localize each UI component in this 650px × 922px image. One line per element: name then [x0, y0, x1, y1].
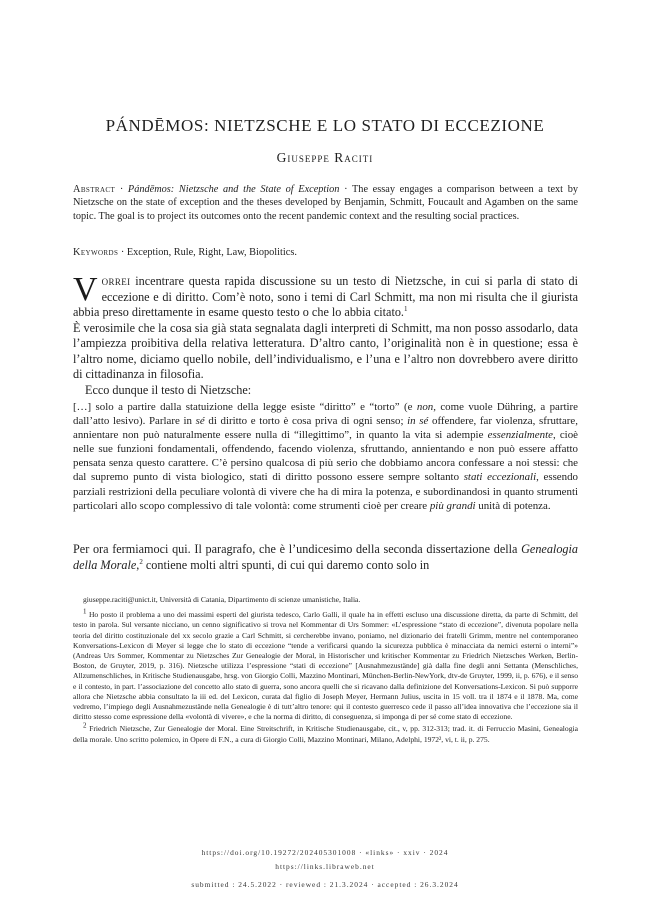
keywords-separator: ·	[118, 247, 127, 258]
footnotes	[73, 595, 578, 747]
author-affiliation: giuseppe.raciti@unict.it, Università di Catania, Dipartimento di scienze umanistiche, Italia.	[83, 595, 361, 604]
book-title: Genealogia della Morale	[73, 542, 578, 572]
quote-text: offendere, far violenza, sfruttare, annientare non può naturalmente essere nulla di “illegittimo”, in quanto la vita si adempie	[73, 415, 578, 442]
quote-text: , cioè nelle sue funzioni fondamentali, offendendo, facendo violenza, sfruttando, annientando e non può essere affatto pensata senza questo carattere. C’è persino qualcosa di più serio che dobbiamo ancora confessare a noi stessi: che dal supremo punto di vista biologico, stati di diritto possono essere sempre soltanto	[73, 429, 578, 484]
quote-text: […] solo a partire dalla statuizione della legge esiste “diritto” e “torto” (e	[73, 401, 417, 413]
quote-emphasis: sé	[195, 415, 205, 428]
keywords-label: Keywords	[73, 247, 119, 258]
quote-emphasis: essenzialmente	[487, 429, 553, 442]
article-title: PÁNDĒMOS: NIETZSCHE E LO STATO DI ECCEZIONE	[105, 116, 545, 135]
footnote-2	[73, 721, 578, 744]
abstract-text: The essay engages a comparison between a text by Nietzsche on the state of exception and the theses developed by Benjamin, Schmitt, Foucault and Agamben on the same topic. The goal is to project its outcomes onto the recent pandemic context and the resulting social practices.	[73, 184, 578, 222]
quote-emphasis: stati eccezionali	[463, 471, 537, 484]
paragraph-text: contiene molti altri spunti, di cui qui daremo conto solo in	[142, 557, 430, 572]
nietzsche-quote	[73, 400, 578, 513]
drop-cap: V	[73, 271, 98, 308]
footnote-number: 2	[83, 721, 87, 730]
paragraph: È verosimile che la cosa sia già stata segnalata dagli interpreti di Schmitt, ma non posso assodarlo, data l’ampiezza proibitiva della relativa letteratura. D’altro canto, l’originalità non è in questione; essa è l’altro nome, diciamo quello nobile, dell’individualismo, e l’una e l’altro non dovrebbero avere diritto di cittadinanza in filosofia.	[73, 320, 578, 381]
quote-emphasis: in sé	[407, 415, 429, 428]
journal-url[interactable]: https://links.libraweb.net	[275, 862, 375, 871]
abstract-label: Abstract	[73, 184, 116, 195]
submission-dates: submitted : 24.5.2022 · reviewed : 21.3.2024 · accepted : 26.3.2024	[191, 880, 459, 889]
quote-text: unità di potenza.	[475, 499, 551, 512]
body-intro	[73, 271, 578, 398]
keywords-text: Exception, Rule, Right, Law, Biopolitics.	[126, 247, 297, 258]
footnote-text: Ho posto il problema a uno dei massimi esperti del giurista tedesco, Carlo Galli, il quale ha in effetti escluso una discussione diretta, da parte di Schmitt, del testo in parola. Sul versante nicciano, un cenno significativo si trova nel Kommentar di Urs Sommer: «L’espressione “stato di eccezione”, divenuta popolare nella teoria del diritto costituzionale del xx secolo grazie a Carl Schmitt, si cercherebbe invano, poniamo, nel dizionario dei fratelli Grimm, mentre nel contemporaneo Konversations-Lexicon di Meyer si legge che lo stato di eccezione “tende a verificarsi quando la sicurezza pubblica è minacciata da nemici esterni o interni”» (Andreas Urs Sommer, Kommentar zu Nietzsches Zur Genealogie der Moral, in Historischer und kritischer Kommentar zu Friedrich Nietzsches Werken, Berlin-Boston, de Gruyter, 2019, p. 316). Nietzsche utilizza l’espressione “stati di eccezione” [Ausnahmezustände] già dalla fine degli anni Settanta (Menschliches, Allzumenschliches, in Kritische Studienausgabe, hrsg. von Giorgio Colli, Mazzino Montinari, München-Berlin-NewYork, dtv-de Gruyter, 1999, ii, p. 676), e il senso e il contesto, in part. l’associazione del concetto allo stato di guerra, sono ancora quelli che si ricavano dalla definizione del Konversations-Lexicon. Si può supporre allora che Nietzsche abbia consultato la iii ed. del Lexicon, curata dal figlio di Joseph Meyer, Hermann Julius, uscita in 15 voll. tra il 1874 e il 1878. Ma, come vedremo, l’impiego degli Ausnahmezustände nella Genealogie è di tutt’altro tenore: qui il contesto guerresco cede il passo all’idea innovativa che l’eccezione sia il diritto stesso come espressione della «volontà di vivere», e che la norma di diritto, di conseguenza, si imponga di per sé come stato di eccezione.	[73, 610, 578, 722]
abstract-separator: ·	[115, 184, 128, 195]
body-continuation	[73, 542, 578, 573]
paragraph	[73, 271, 578, 321]
quote-emphasis: non	[416, 401, 434, 413]
quote-text: di diritto e torto è cosa priva di ogni senso;	[204, 415, 408, 428]
opening-smallcaps: orrei	[101, 274, 131, 288]
footnote-ref[interactable]: 2	[139, 557, 143, 566]
paragraph-text: incentrare questa rapida discussione su un testo di Nietzsche, in cui si parla di stato di eccezione e di diritto. Com’è noto, sono i temi di Carl Schmitt, ma non mi risulta che il giurista abbia preso direttamente in esame questo testo o che lo abbia citato.	[73, 274, 578, 319]
quote-emphasis: più grandi	[429, 499, 476, 512]
paragraph-text: Per ora fermiamoci qui. Il paragrafo, che è l’undicesimo della seconda dissertazione della	[73, 542, 522, 556]
article-author: Giuseppe Raciti	[276, 150, 374, 165]
quote-text: , essendo parziali restrizioni della peculiare volontà di vivere che ha di mira la potenza, e subordinandosi in quanto strumenti particolari allo scopo complessivo di tale volontà: come strumenti cioè per creare	[73, 471, 578, 512]
footnote-text: Friedrich Nietzsche, Zur Genealogie der Moral. Eine Streitschrift, in Kritische Studienausgabe, cit., v, pp. 312-313; trad. it. di Ferruccio Masini, Genealogia della morale. Uno scritto polemico, in Opere di F.N., a cura di Giorgio Colli, Mazzino Montinari, Milano, Adelphi, 1972², vi, t. ii, p. 275.	[73, 724, 578, 744]
paragraph-text: ,	[136, 557, 140, 572]
paragraph: Ecco dunque il testo di Nietzsche:	[85, 382, 252, 397]
footnote-1	[73, 607, 578, 722]
footnote-ref[interactable]: 1	[403, 304, 408, 313]
quote-text: , come vuole Dühring, a partire dall’atto lesivo). Parlare in	[73, 401, 578, 428]
doi-line[interactable]: https://doi.org/10.19272/202405301008 · «links» · xxiv · 2024	[201, 848, 449, 857]
keywords	[73, 246, 578, 259]
abstract-separator: ·	[339, 184, 353, 195]
abstract-english-title: Pándēmos: Nietzsche and the State of Exception	[127, 184, 340, 195]
footnote-number: 1	[83, 607, 87, 616]
abstract	[73, 183, 578, 223]
